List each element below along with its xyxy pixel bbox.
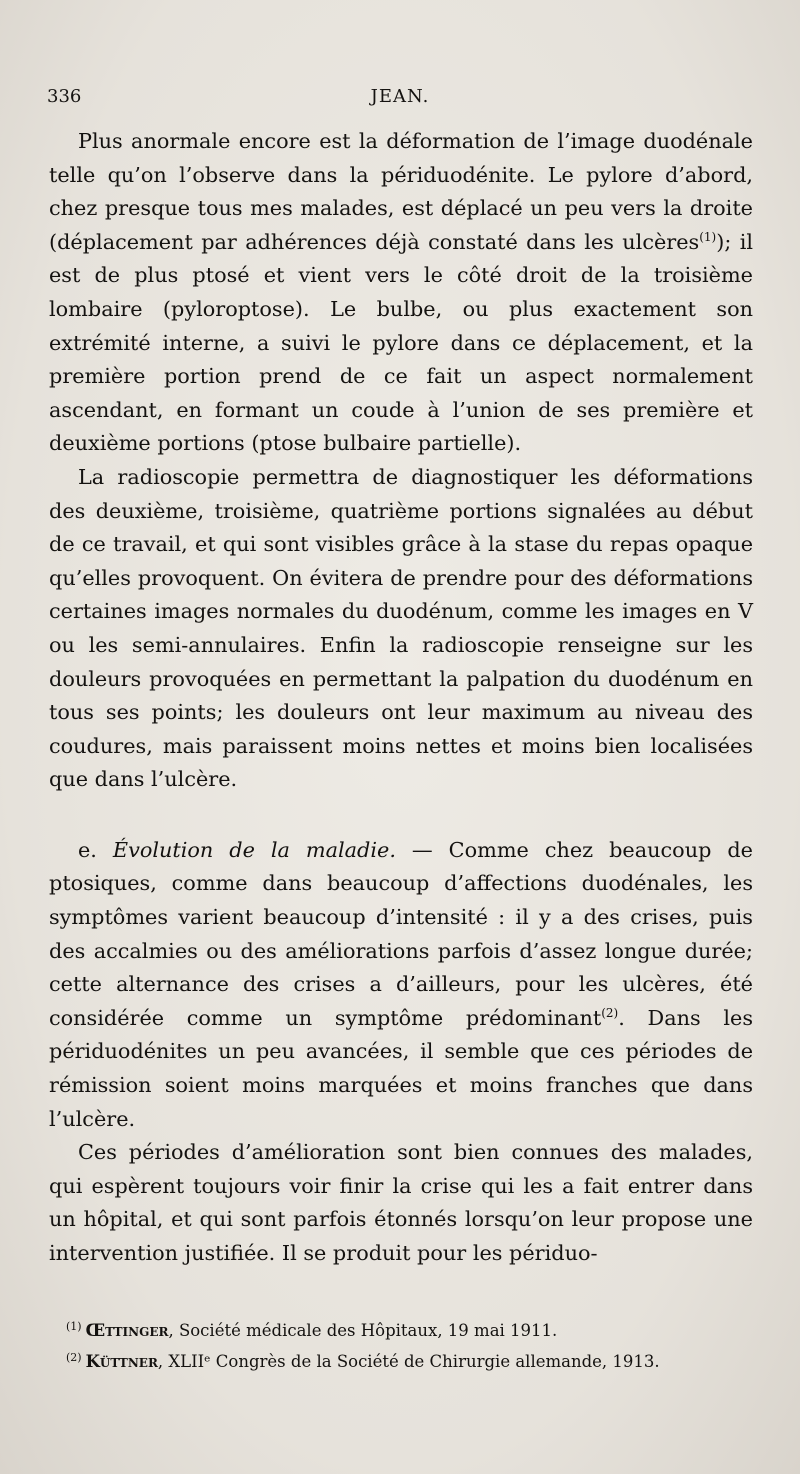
- page-header: [47, 86, 753, 116]
- footnote-ref-1: (1): [699, 229, 717, 244]
- paragraph-3-text-rest: . Dans les périduodénites un peu avancées, il semble que ces périodes de rémission soient moins marquées et moins franches que dans l’ulcère.: [49, 1005, 753, 1131]
- footnote-text: , XLIIᵉ Congrès de la Société de Chirurgie allemande, 1913.: [157, 1352, 660, 1371]
- page-number: 336: [47, 86, 82, 107]
- paragraph-1: [49, 125, 753, 461]
- footnotes: [66, 1313, 756, 1375]
- footnote-mark: (2): [66, 1351, 82, 1364]
- footnote-text: , Société médicale des Hôpitaux, 19 mai 1911.: [168, 1321, 558, 1340]
- footnote: [66, 1344, 756, 1375]
- paragraph-3: [49, 834, 753, 1136]
- running-head: JEAN.: [370, 86, 430, 107]
- body-text: [49, 125, 753, 1271]
- footnote-mark: (1): [66, 1320, 82, 1333]
- footnote-author: Œttinger: [85, 1321, 169, 1340]
- paragraph-2: La radioscopie permettra de diagnostiquer les déformations des deuxième, troisième, quatrième portions signalées au début de ce travail, et qui sont visibles grâce à la stase du repas opaque qu’elles provoquent. On évitera de prendre pour des déformations certaines images normales du duodénum, comme les images en V ou les semi-annulaires. Enfin la radioscopie renseigne sur les douleurs provoquées en permettant la palpation du duodénum en tous ses points; les douleurs ont leur maximum au niveau des coudures, mais paraissent moins nettes et moins bien localisées que dans l’ulcère.: [49, 464, 753, 792]
- paragraph-4: Ces périodes d’amélioration sont bien connues des malades, qui espèrent toujours voir finir la crise qui les a fait entrer dans un hôpital, et qui sont parfois étonnés lorsqu’on leur propose une intervention justifiée. Il se produit pour les périduo-: [49, 1140, 753, 1265]
- footnote-author: Küttner: [85, 1352, 158, 1371]
- section-title: Évolution de la maladie.: [112, 837, 396, 862]
- section-letter: e.: [78, 837, 97, 862]
- paragraph-1-text-rest: ); il est de plus ptosé et vient vers le côté droit de la troisième lombaire (pyloroptose). Le bulbe, ou plus exactement son extrémité interne, a suivi le pylore dans ce déplacement, et la première portion prend de ce fait un aspect normalement ascendant, en formant un coude à l’union de ses première et deuxième portions (ptose bulbaire partielle).: [49, 229, 753, 456]
- footnote: [66, 1313, 756, 1344]
- footnote-ref-2: (2): [601, 1005, 619, 1020]
- paragraph-3-text: — Comme chez beaucoup de ptosiques, comme dans beaucoup d’affections duodénales, les symptômes varient beaucoup d’intensité : il y a des crises, puis des accalmies ou des améliorations parfois d’assez longue durée; cette alternance des crises a d’ailleurs, pour les ulcères, été considérée comme un symptôme prédominant: [49, 837, 753, 1030]
- paragraph-1-text: Plus anormale encore est la déformation de l’image duodénale telle qu’on l’observe dans la périduodénite. Le pylore d’abord, chez presque tous mes malades, est déplacé un peu vers la droite (déplacement par adhérences déjà constaté dans les ulcères: [49, 129, 753, 254]
